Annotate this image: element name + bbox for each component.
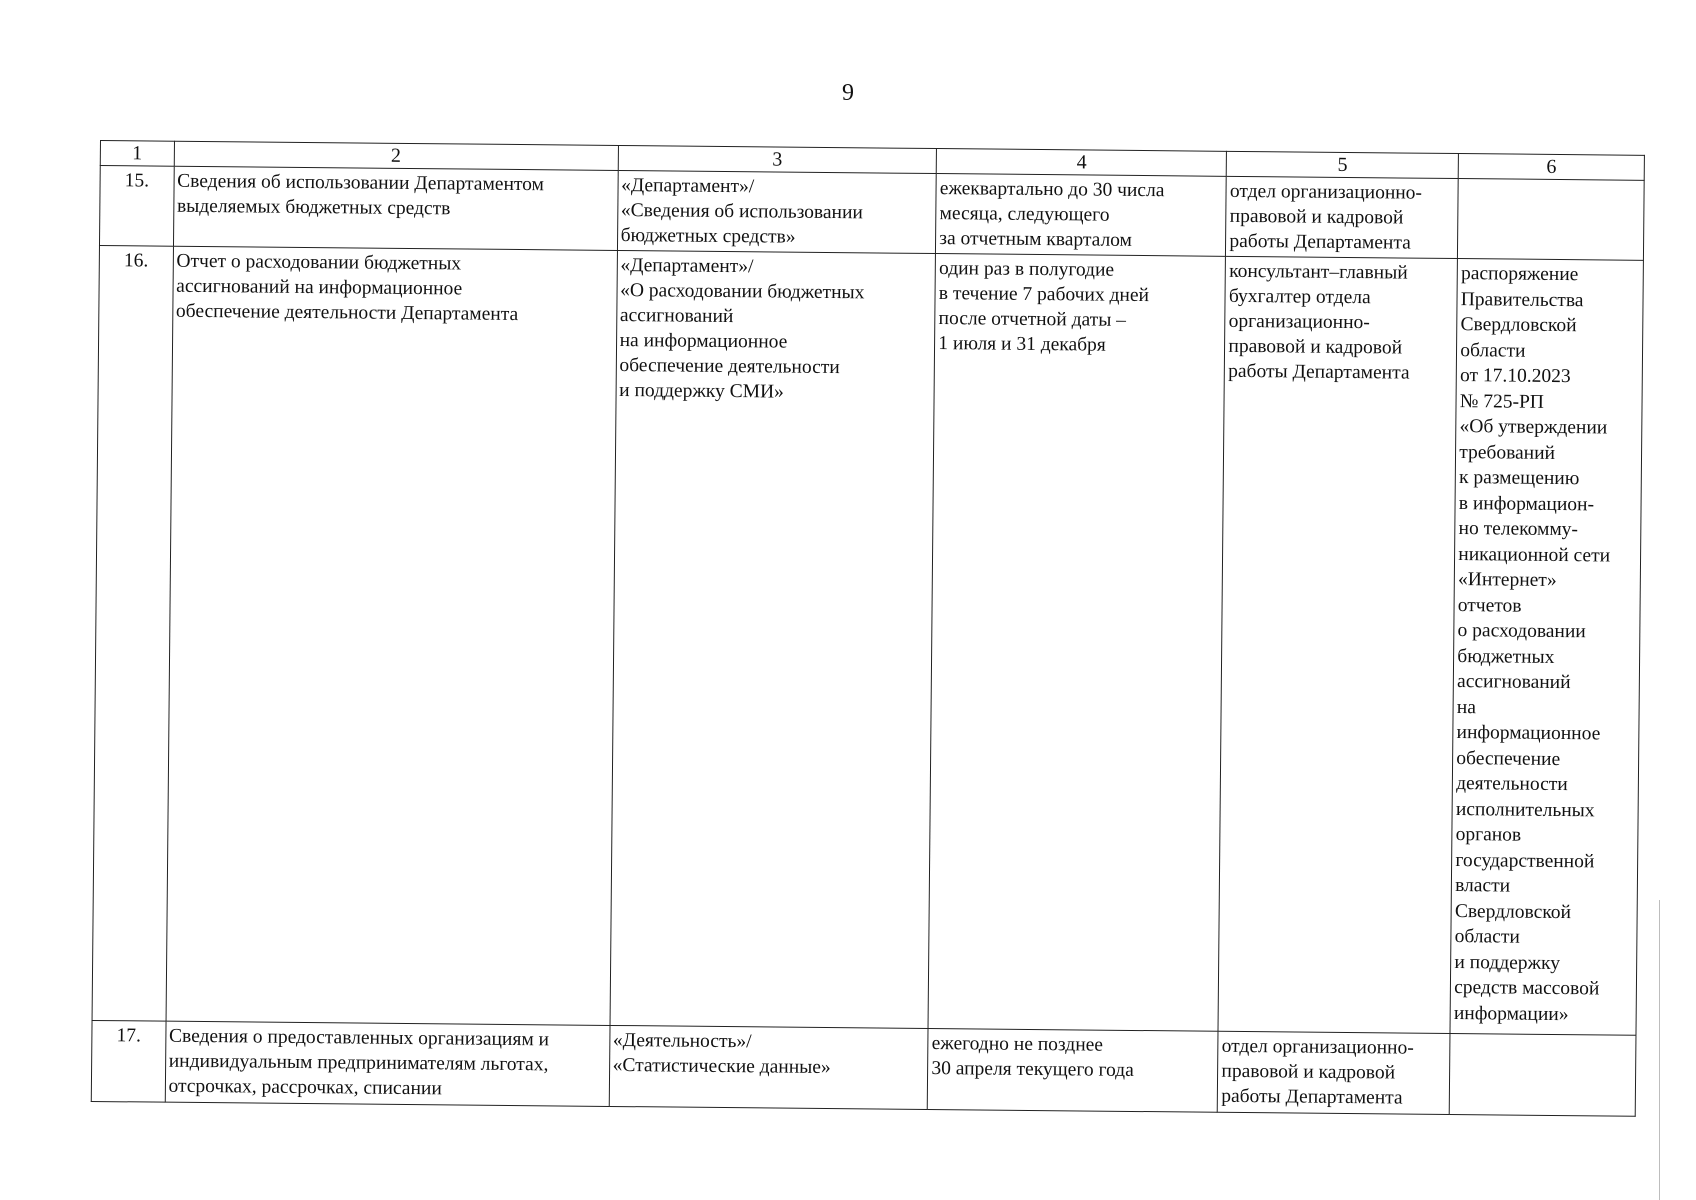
- site-section-cell: «Деятельность»/ «Статистические данные»: [609, 1025, 928, 1109]
- frequency-cell: ежеквартально до 30 числа месяца, следующего за отчетным кварталом: [936, 174, 1227, 257]
- frequency-cell: ежегодно не позднее 30 апреля текущего года: [927, 1028, 1218, 1112]
- header-col-1: 1: [100, 141, 174, 167]
- basis-cell: распоряжение Правительства Свердловской области от 17.10.2023 № 725-РП «Об утверждении требований к размещению в информацион- но телекомму- никационной сети «Интернет» отчетов о расходовании бюджетных ассигнований на информационное обеспечение деятельности исполнительных органов государственной власти Свердловской области и поддержку средств массовой информации»: [1450, 259, 1643, 1036]
- row-number: 15.: [99, 166, 173, 247]
- site-section-cell: «Департамент»/ «Сведения об использовании бюджетных средств»: [617, 170, 936, 253]
- site-section-cell: «Департамент»/ «О расходовании бюджетных ассигнований на информационное обеспечение деятельности и поддержку СМИ»: [610, 250, 936, 1028]
- row-number: 16.: [92, 245, 173, 1021]
- responsible-cell: отдел организационно- правовой и кадровой работы Департамента: [1226, 176, 1459, 258]
- header-col-5: 5: [1227, 151, 1459, 178]
- header-col-6: 6: [1458, 154, 1644, 181]
- table-row: [92, 245, 1643, 1035]
- row-number: 17.: [91, 1020, 165, 1102]
- scan-edge-mark: [1659, 900, 1660, 1200]
- table-row: [91, 1020, 1636, 1116]
- header-col-4: 4: [936, 149, 1226, 177]
- responsible-cell: консультант–главный бухгалтер отдела организационно- правовой и кадровой работы Департамента: [1218, 256, 1457, 1033]
- basis-cell: [1458, 179, 1645, 261]
- page-number: 9: [842, 80, 854, 106]
- basis-cell: [1449, 1034, 1636, 1117]
- header-col-2: 2: [174, 141, 618, 170]
- responsible-cell: отдел организационно- правовой и кадровой работы Департамента: [1218, 1031, 1451, 1114]
- header-col-3: 3: [618, 145, 937, 173]
- frequency-cell: один раз в полугодие в течение 7 рабочих дней после отчетной даты – 1 июля и 31 декабря: [928, 254, 1226, 1032]
- info-name-cell: Сведения об использовании Департаментом выделяемых бюджетных средств: [173, 166, 618, 250]
- info-name-cell: Сведения о предоставленных организациям и индивидуальным предпринимателям льготах, отсрочках, рассрочках, списании: [165, 1021, 610, 1106]
- info-name-cell: Отчет о расходовании бюджетных ассигнований на информационное обеспечение деятельности Департамента: [166, 246, 617, 1025]
- document-table-container: [91, 140, 1645, 1117]
- table-row: [99, 166, 1644, 261]
- document-table: [91, 140, 1645, 1117]
